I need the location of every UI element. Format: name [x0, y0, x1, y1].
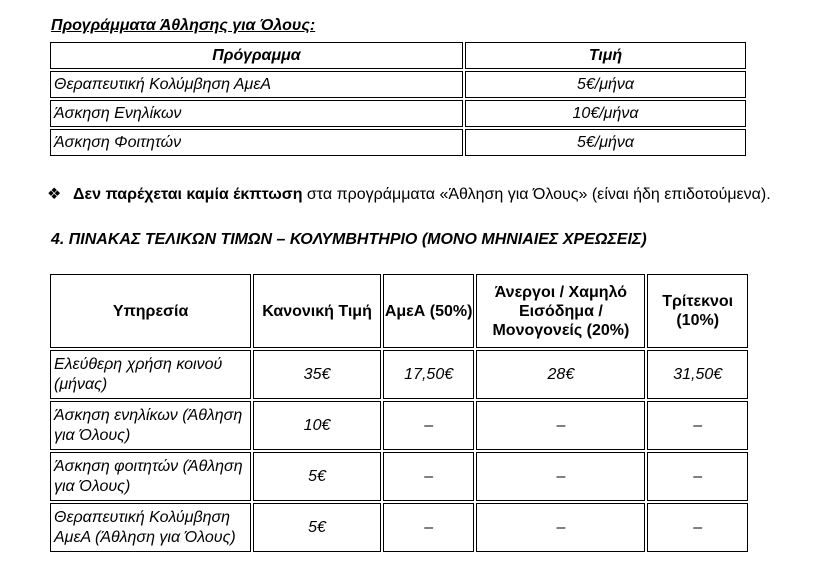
table-row	[50, 401, 748, 450]
table-row	[50, 71, 746, 98]
header-regular-price: Κανονική Τιμή	[253, 274, 381, 348]
large-family-price: –	[647, 401, 748, 450]
large-family-price: –	[647, 503, 748, 552]
table-row	[50, 100, 746, 127]
section4-title: 4. ΠΙΝΑΚΑΣ ΤΕΛΙΚΩΝ ΤΙΜΩΝ – ΚΟΛΥΜΒΗΤΗΡΙΟ (ΜΟΝΟ ΜΗΝΙΑΙΕΣ ΧΡΕΩΣΕΙΣ)	[51, 231, 647, 248]
final-prices-table	[48, 272, 750, 554]
table-row	[50, 503, 748, 552]
table-header-row	[50, 274, 748, 348]
program-name: Άσκηση Ενηλίκων	[50, 100, 463, 127]
disabled-price: –	[383, 401, 475, 450]
regular-price: 5€	[253, 452, 381, 501]
disabled-price: –	[383, 503, 475, 552]
header-disabled: ΑμεΑ (50%)	[383, 274, 475, 348]
diamond-bullet-icon: ❖	[47, 186, 62, 203]
unemployed-price: –	[476, 452, 645, 501]
large-family-price: –	[647, 452, 748, 501]
program-name: Άσκηση Φοιτητών	[50, 129, 463, 156]
note-text: στα προγράμματα «Άθληση για Όλους» (είναι ήδη επιδοτούμενα).	[302, 186, 771, 203]
service-name: Ελεύθερη χρήση κοινού (μήνας)	[50, 350, 251, 399]
service-name: Άσκηση ενηλίκων (Άθληση για Όλους)	[50, 401, 251, 450]
programs-table	[48, 40, 748, 158]
program-price: 5€/μήνα	[465, 71, 746, 98]
header-price: Τιμή	[465, 42, 746, 69]
note-bold-text: Δεν παρέχεται καμία έκπτωση	[73, 186, 303, 203]
discount-note	[47, 184, 771, 204]
header-large-family: Τρίτεκνοι (10%)	[647, 274, 748, 348]
disabled-price: 17,50€	[383, 350, 475, 399]
unemployed-price: 28€	[476, 350, 645, 399]
table-row	[50, 350, 748, 399]
section1-title: Προγράμματα Άθλησης για Όλους:	[51, 17, 316, 34]
program-name: Θεραπευτική Κολύμβηση ΑμεΑ	[50, 71, 463, 98]
disabled-price: –	[383, 452, 475, 501]
header-service: Υπηρεσία	[50, 274, 251, 348]
unemployed-price: –	[476, 401, 645, 450]
table-header-row	[50, 42, 746, 69]
header-unemployed: Άνεργοι / Χαμηλό Εισόδημα / Μονογονείς (20%)	[476, 274, 645, 348]
header-program: Πρόγραμμα	[50, 42, 463, 69]
service-name: Άσκηση φοιτητών (Άθληση για Όλους)	[50, 452, 251, 501]
program-price: 10€/μήνα	[465, 100, 746, 127]
regular-price: 10€	[253, 401, 381, 450]
program-price: 5€/μήνα	[465, 129, 746, 156]
large-family-price: 31,50€	[647, 350, 748, 399]
table-row	[50, 452, 748, 501]
service-name: Θεραπευτική Κολύμβηση ΑμεΑ (Άθληση για Όλους)	[50, 503, 251, 552]
unemployed-price: –	[476, 503, 645, 552]
regular-price: 5€	[253, 503, 381, 552]
regular-price: 35€	[253, 350, 381, 399]
table-row	[50, 129, 746, 156]
